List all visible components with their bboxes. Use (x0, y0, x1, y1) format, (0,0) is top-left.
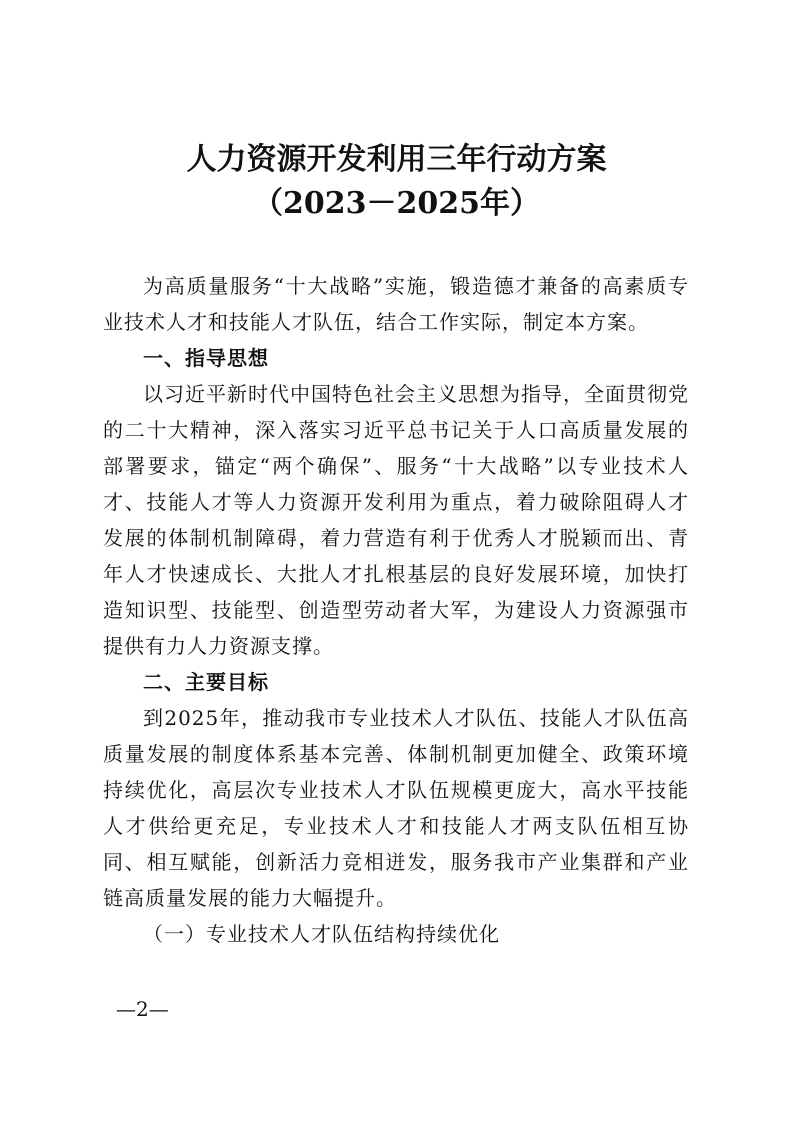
guiding-ideology-paragraph: 以习近平新时代中国特色社会主义思想为指导，全面贯彻党的二十大精神，深入落实习近平总书记关于人口高质量发展的部署要求，锚定“两个确保”、服务“十大战略”以专业技术人才、技能人才等人力资源开发利用为重点，着力破除阻碍人才发展的体制机制障碍，着力营造有利于优秀人才脱颖而出、青年人才快速成长、大批人才扎根基层的良好发展环境，加快打造知识型、技能型、创造型劳动者大军，为建设人力资源强市提供有力人力资源支撑。 (103, 382, 689, 658)
main-goals-paragraph: 到2025年，推动我市专业技术人才队伍、技能人才队伍高质量发展的制度体系基本完善、体制机制更加健全、政策环境持续优化，高层次专业技术人才队伍规模更庞大，高水平技能人才供给更充足，专业技术人才和技能人才两支队伍相互协同、相互赋能，创新活力竞相迸发，服务我市产业集群和产业链高质量发展的能力大幅提升。 (103, 706, 689, 910)
section-heading-guiding-ideology: 一、指导思想 (143, 346, 269, 370)
intro-paragraph: 为高质量服务“十大战略”实施，锻造德才兼备的高素质专业技术人才和技能人才队伍，结合工作实际，制定本方案。 (103, 274, 689, 334)
document-subtitle: （2023－2025年） (253, 186, 540, 221)
section-heading-main-goals: 二、主要目标 (143, 670, 269, 694)
document-title: 人力资源开发利用三年行动方案 (186, 142, 607, 177)
subsection-heading-professional-talent: （一）专业技术人才队伍结构持续优化 (143, 922, 500, 946)
document-body (103, 268, 689, 952)
page-number: —2— (116, 997, 169, 1021)
